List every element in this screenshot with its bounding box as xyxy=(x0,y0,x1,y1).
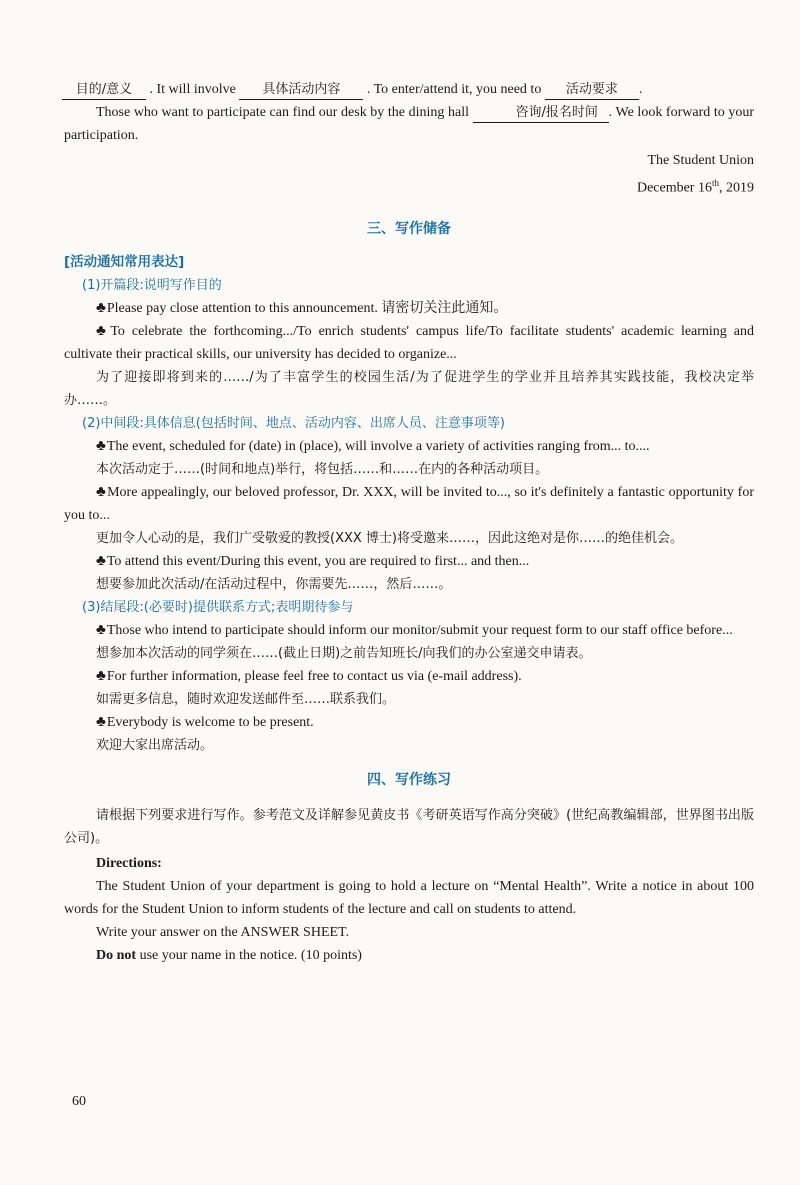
top-line-1: 目的/意义 . It will involve 具体活动内容 . To enter/attend it, you need to 活动要求 . xyxy=(64,78,754,101)
directions-label xyxy=(64,852,754,875)
directions-answer-sheet: Write your answer on the ANSWER SHEET. xyxy=(96,924,350,940)
club-icon: ♣ xyxy=(96,667,106,684)
text: use your name in the notice. (10 points) xyxy=(136,947,362,963)
date-sup: th xyxy=(711,178,719,188)
date-year: , 2019 xyxy=(719,180,754,196)
text: . To enter/attend it, you need to xyxy=(366,82,542,97)
text: To celebrate the forthcoming.../To enrich students' campus life/To facilitate students' academic learning and cultivate their practical skills, our university has decided to organize... xyxy=(64,323,754,362)
expr-8-cn: 欢迎大家出席活动。 xyxy=(96,737,214,753)
blank-consult-time: 咨询/报名时间 xyxy=(473,104,609,123)
text: Please pay close attention to this announcement. 请密切关注此通知。 xyxy=(106,300,508,316)
directions-note xyxy=(64,944,754,967)
text: For further information, please feel free to contact us via (e-mail address). xyxy=(106,668,522,684)
text: Those who want to participate can find our desk by the dining hall xyxy=(96,105,470,120)
section-4-title: 四、写作练习 xyxy=(367,771,451,788)
expr-8 xyxy=(64,711,754,734)
section-3-title: 三、写作储备 xyxy=(367,220,451,237)
top-line-2 xyxy=(64,101,754,147)
text: . We look forward to your participation. xyxy=(64,105,755,143)
expr-2-cn: 为了迎接即将到来的……/为了丰富学生的校园生活/为了促进学生的学业并且培养其实践技能，我校决定举办……。 xyxy=(64,369,754,408)
text: Those who intend to participate should inform our monitor/submit your request form to our staff office before... xyxy=(106,622,733,638)
club-icon: ♣ xyxy=(96,713,106,730)
club-icon: ♣ xyxy=(96,552,106,569)
page-number: 60 xyxy=(72,1094,86,1109)
expr-4 xyxy=(64,481,754,527)
date-text: December 16 xyxy=(636,180,712,196)
text: To attend this event/During this event, you are required to first... and then... xyxy=(106,553,530,569)
expr-2 xyxy=(64,320,754,366)
expr-3-cn: 本次活动定于……(时间和地点)举行，将包括……和……在内的各种活动项目。 xyxy=(96,461,549,477)
do-not-bold: Do not xyxy=(96,947,137,963)
signature: The Student Union xyxy=(647,153,754,168)
expr-6 xyxy=(64,619,754,642)
blank-requirements: 活动要求 xyxy=(545,81,639,100)
expr-7-cn: 如需更多信息，随时欢迎发送邮件至……联系我们。 xyxy=(96,691,396,707)
club-icon: ♣ xyxy=(96,299,106,316)
directions-text: Directions: xyxy=(96,855,162,871)
date-line xyxy=(64,172,754,200)
text: . It will involve xyxy=(149,82,236,97)
club-icon: ♣ xyxy=(96,322,110,339)
heading-closing: (3)结尾段:(必要时)提供联系方式;表明期待参与 xyxy=(82,599,354,615)
expr-5 xyxy=(64,550,754,573)
heading-middle: (2)中间段:具体信息(包括时间、地点、活动内容、出席人员、注意事项等) xyxy=(82,415,505,431)
club-icon: ♣ xyxy=(96,483,107,500)
club-icon: ♣ xyxy=(96,437,106,454)
expressions-box-title: [活动通知常用表达] xyxy=(64,253,185,270)
heading-opening: (1)开篇段:说明写作目的 xyxy=(82,277,222,293)
blank-purpose: 目的/意义 xyxy=(62,81,146,100)
directions-body: The Student Union of your department is going to hold a lecture on “Mental Health”. Write a notice in about 100 words for the Student Union to inform students of the lecture and call on students to attend. xyxy=(64,878,754,917)
expr-4-cn: 更加令人心动的是，我们广受敬爱的教授(XXX 博士)将受邀来……，因此这绝对是你……的绝佳机会。 xyxy=(96,530,683,546)
text: More appealingly, our beloved professor, Dr. XXX, will be invited to..., so it's definitely a fantastic opportunity for you to... xyxy=(64,484,754,523)
blank-activity-content: 具体活动内容 xyxy=(239,81,363,100)
text: Everybody is welcome to be present. xyxy=(106,714,314,730)
expr-7 xyxy=(64,665,754,688)
expr-5-cn: 想要参加此次活动/在活动过程中，你需要先……，然后……。 xyxy=(96,576,452,592)
expr-1 xyxy=(64,297,754,320)
text: The event, scheduled for (date) in (place), will involve a variety of activities ranging from... to.... xyxy=(106,438,650,454)
practice-intro: 请根据下列要求进行写作。参考范文及详解参见黄皮书《考研英语写作高分突破》(世纪高教编辑部，世界图书出版公司)。 xyxy=(64,807,754,846)
expr-3 xyxy=(64,435,754,458)
club-icon: ♣ xyxy=(96,621,106,638)
document-page xyxy=(64,78,754,967)
expr-6-cn: 想参加本次活动的同学须在……(截止日期)之前告知班长/向我们的办公室递交申请表。 xyxy=(96,645,592,661)
